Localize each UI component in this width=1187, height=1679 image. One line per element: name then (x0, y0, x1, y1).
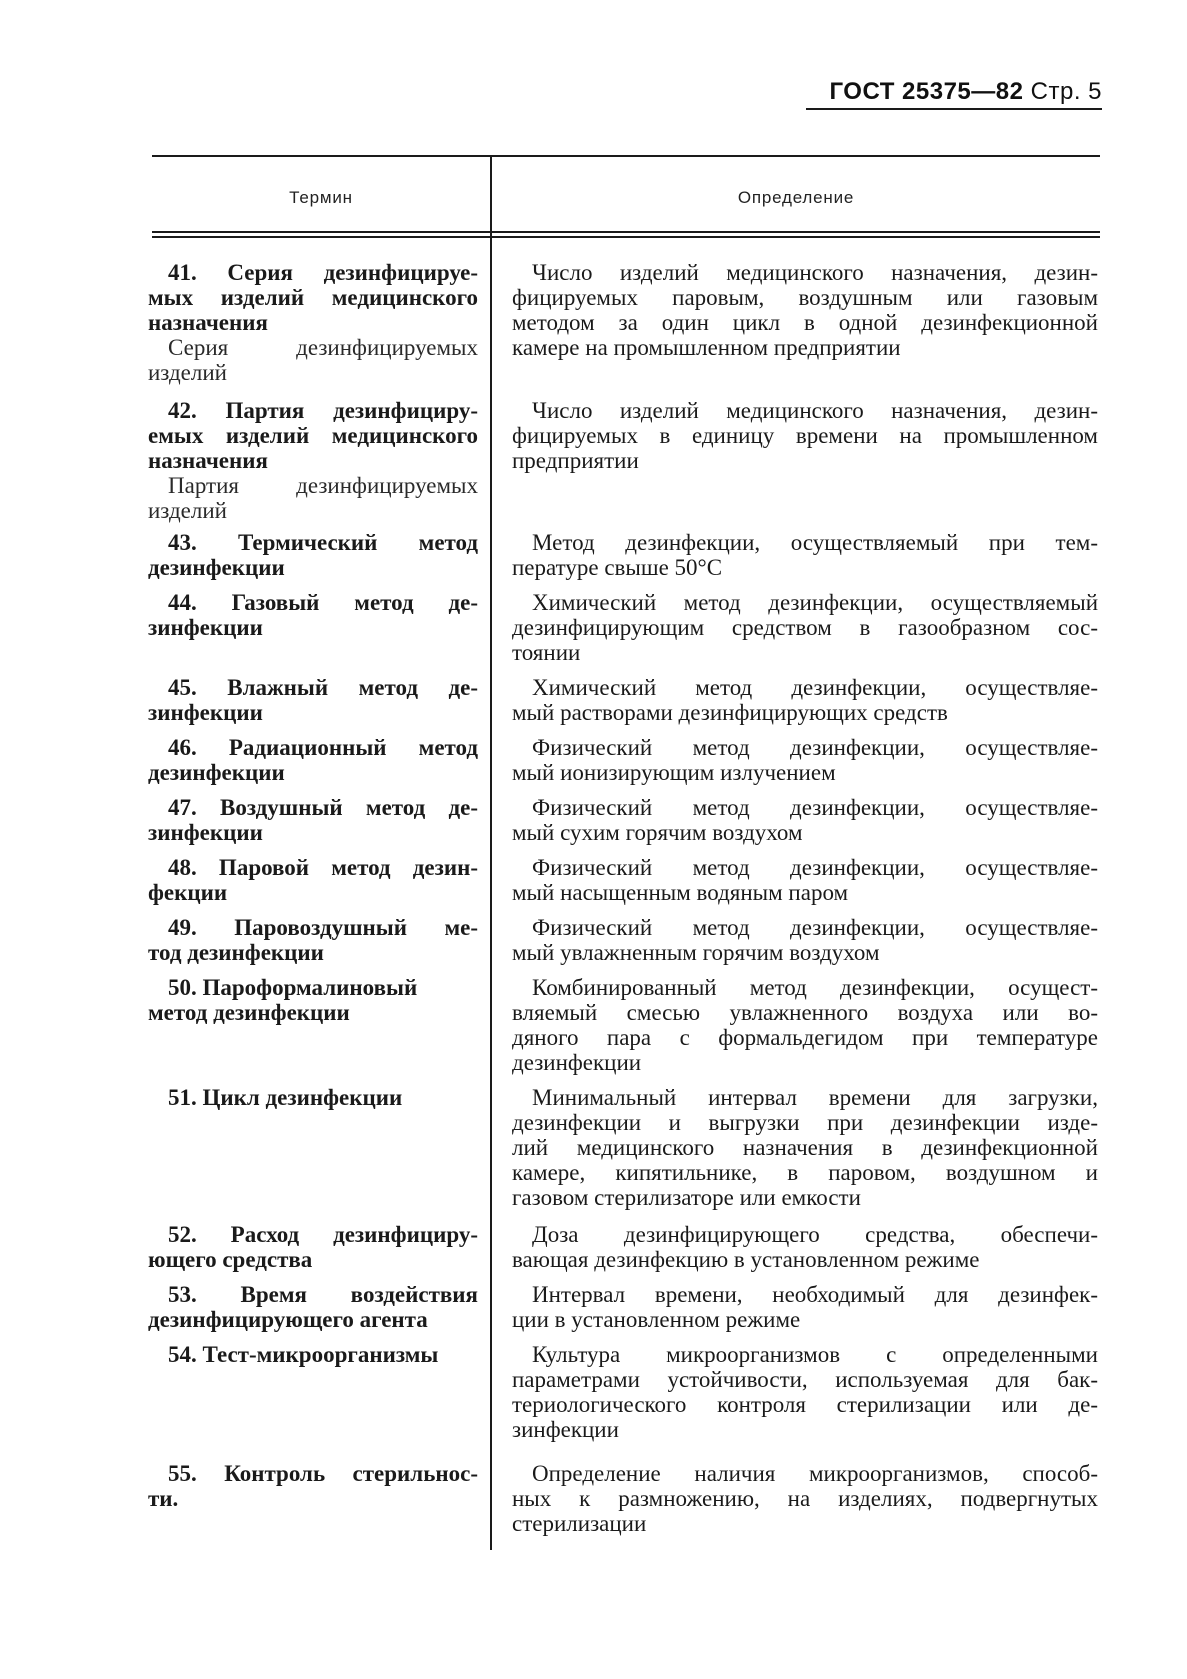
definition-text-line: ции в установленном режиме (512, 1307, 801, 1332)
definition-cell (512, 915, 1098, 965)
definition-text-line: тоянии (512, 640, 581, 665)
term-cell (148, 975, 478, 1025)
term-text-line: дезинфекции (148, 555, 285, 580)
term-text-line: 41. Серия дезинфицируе- (168, 260, 478, 285)
definition-text-line: пературе свыше 50°C (512, 555, 723, 580)
column-divider (490, 157, 492, 1550)
definition-text-line: дезинфекции (512, 1050, 642, 1075)
definition-text-line: мый увлажненным горячим воздухом (512, 940, 880, 965)
definition-cell (512, 1085, 1098, 1210)
term-cell (148, 675, 478, 725)
definition-text-line: методом за один цикл в одной дезинфекционной (512, 310, 1098, 335)
definition-text-line: камере, кипятильнике, в паровом, воздушном и (512, 1160, 1098, 1185)
definition-text-line: Число изделий медицинского назначения, дезин- (532, 398, 1098, 423)
definition-text-line: Метод дезинфекции, осуществляемый при тем- (532, 530, 1098, 555)
term-text-line: назначения (148, 310, 268, 335)
definition-text-line: дяного пара с формальдегидом при температуре (512, 1025, 1098, 1050)
column-header-term: Термин (289, 188, 353, 207)
definition-text-line: Число изделий медицинского назначения, дезин- (532, 260, 1098, 285)
term-text-line: ющего средства (148, 1247, 313, 1272)
term-cell (148, 735, 478, 785)
term-text-line: 48. Паровой метод дезин- (168, 855, 478, 880)
term-cell (148, 1282, 478, 1332)
definition-text-line: Химический метод дезинфекции, осуществляе- (532, 675, 1098, 700)
term-cell (148, 530, 478, 580)
definition-text-line: Физический метод дезинфекции, осуществляе- (532, 795, 1098, 820)
definition-cell (512, 795, 1098, 845)
term-cell (148, 1342, 478, 1367)
definition-cell (512, 675, 1098, 725)
term-text-line: ти. (148, 1486, 179, 1511)
term-text-line: тод дезинфекции (148, 940, 324, 965)
term-text-line: 53. Время воздействия (168, 1282, 478, 1307)
definition-text-line: мый ионизирующим излучением (512, 760, 836, 785)
definition-text-line: вающая дезинфекцию в установленном режиме (512, 1247, 980, 1272)
definition-cell (512, 590, 1098, 665)
definition-text-line: фицируемых в единицу времени на промышленном (512, 423, 1098, 448)
term-text-line: дезинфицирующего агента (148, 1307, 428, 1332)
term-text-line: 50. Пароформалиновый (168, 975, 418, 1000)
definition-text-line: мый растворами дезинфицирующих средств (512, 700, 948, 725)
term-text-line: 45. Влажный метод де- (168, 675, 478, 700)
term-cell (148, 1461, 478, 1511)
standard-number: ГОСТ 25375—82 (829, 78, 1024, 105)
definition-text-line: Определение наличия микроорганизмов, способ- (532, 1461, 1098, 1486)
term-cell (148, 260, 478, 385)
definition-cell (512, 398, 1098, 473)
definition-text-line: дезинфицирующим средством в газообразном сос- (512, 615, 1098, 640)
term-text-line: назначения (148, 448, 268, 473)
definition-text-line: Культура микроорганизмов с определенными (532, 1342, 1098, 1367)
term-cell (148, 1085, 478, 1110)
definition-text-line: Физический метод дезинфекции, осуществляе- (532, 735, 1098, 760)
page-header (810, 78, 1102, 106)
term-text-line: зинфекции (148, 615, 263, 640)
header-rule (806, 108, 1102, 110)
definition-text-line: стерилизации (512, 1511, 647, 1536)
term-text-line: 49. Паровоздушный ме- (168, 915, 478, 940)
definition-text-line: предприятии (512, 448, 639, 473)
term-text-line: 43. Термический метод (168, 530, 478, 555)
definition-text-line: Комбинированный метод дезинфекции, осущест- (532, 975, 1098, 1000)
definition-text-line: Интервал времени, необходимый для дезинфек- (532, 1282, 1098, 1307)
table-top-rule (152, 155, 1100, 157)
definition-cell (512, 530, 1098, 580)
definition-text-line: Минимальный интервал времени для загрузки, (532, 1085, 1098, 1110)
column-header-definition: Определение (737, 188, 855, 207)
term-cell (148, 795, 478, 845)
definition-text-line: мый сухим горячим воздухом (512, 820, 803, 845)
definition-text-line: лий медицинского назначения в дезинфекционной (512, 1135, 1098, 1160)
definition-cell (512, 1282, 1098, 1332)
synonym-text-line: Партия дезинфицируемых (168, 473, 478, 498)
definition-cell (512, 1461, 1098, 1536)
definition-text-line: ных к размножению, на изделиях, подвергнутых (512, 1486, 1098, 1511)
term-text-line: 42. Партия дезинфициру- (168, 398, 478, 423)
definition-cell (512, 1222, 1098, 1272)
table-header-rule-lower (152, 236, 1100, 238)
term-text-line: мых изделий медицинского (148, 285, 478, 310)
term-cell (148, 915, 478, 965)
definition-text-line: газовом стерилизаторе или емкости (512, 1185, 861, 1210)
definition-text-line: вляемый смесью увлажненного воздуха или во- (512, 1000, 1098, 1025)
definition-text-line: фицируемых паровым, воздушным или газовым (512, 285, 1098, 310)
synonym-text-line: изделий (148, 360, 227, 385)
term-text-line: фекции (148, 880, 228, 905)
definition-text-line: Физический метод дезинфекции, осуществляе- (532, 915, 1098, 940)
term-cell (148, 590, 478, 640)
definition-text-line: камере на промышленном предприятии (512, 335, 901, 360)
term-cell (148, 855, 478, 905)
definition-text-line: мый насыщенным водяным паром (512, 880, 849, 905)
term-text-line: 46. Радиационный метод (168, 735, 478, 760)
term-cell (148, 1222, 478, 1272)
definition-text-line: Физический метод дезинфекции, осуществляе- (532, 855, 1098, 880)
term-text-line: 55. Контроль стерильнос- (168, 1461, 478, 1486)
term-text-line: зинфекции (148, 820, 263, 845)
definition-cell (512, 260, 1098, 360)
synonym-text-line: Серия дезинфицируемых (168, 335, 478, 360)
term-text-line: 44. Газовый метод де- (168, 590, 478, 615)
page-number: Стр. 5 (1030, 78, 1102, 105)
term-text-line: зинфекции (148, 700, 263, 725)
definition-text-line: параметрами устойчивости, используемая для бак- (512, 1367, 1098, 1392)
term-text-line: 51. Цикл дезинфекции (168, 1085, 403, 1110)
definition-cell (512, 735, 1098, 785)
term-text-line: 47. Воздушный метод де- (168, 795, 478, 820)
term-text-line: метод дезинфекции (148, 1000, 350, 1025)
term-text-line: 52. Расход дезинфициру- (168, 1222, 478, 1247)
definition-text-line: зинфекции (512, 1417, 619, 1442)
definition-cell (512, 975, 1098, 1075)
definition-text-line: дезинфекции и выгрузки при дезинфекции изде- (512, 1110, 1098, 1135)
synonym-text-line: изделий (148, 498, 227, 523)
definition-text-line: териологического контроля стерилизации или де- (512, 1392, 1098, 1417)
table-header-rule-upper (152, 231, 1100, 233)
definition-cell (512, 855, 1098, 905)
definition-text-line: Доза дезинфицирующего средства, обеспечи- (532, 1222, 1098, 1247)
term-text-line: 54. Тест-микроорганизмы (168, 1342, 439, 1367)
definition-text-line: Химический метод дезинфекции, осуществляемый (532, 590, 1098, 615)
term-text-line: емых изделий медицинского (148, 423, 478, 448)
definition-cell (512, 1342, 1098, 1442)
term-text-line: дезинфекции (148, 760, 285, 785)
term-cell (148, 398, 478, 523)
